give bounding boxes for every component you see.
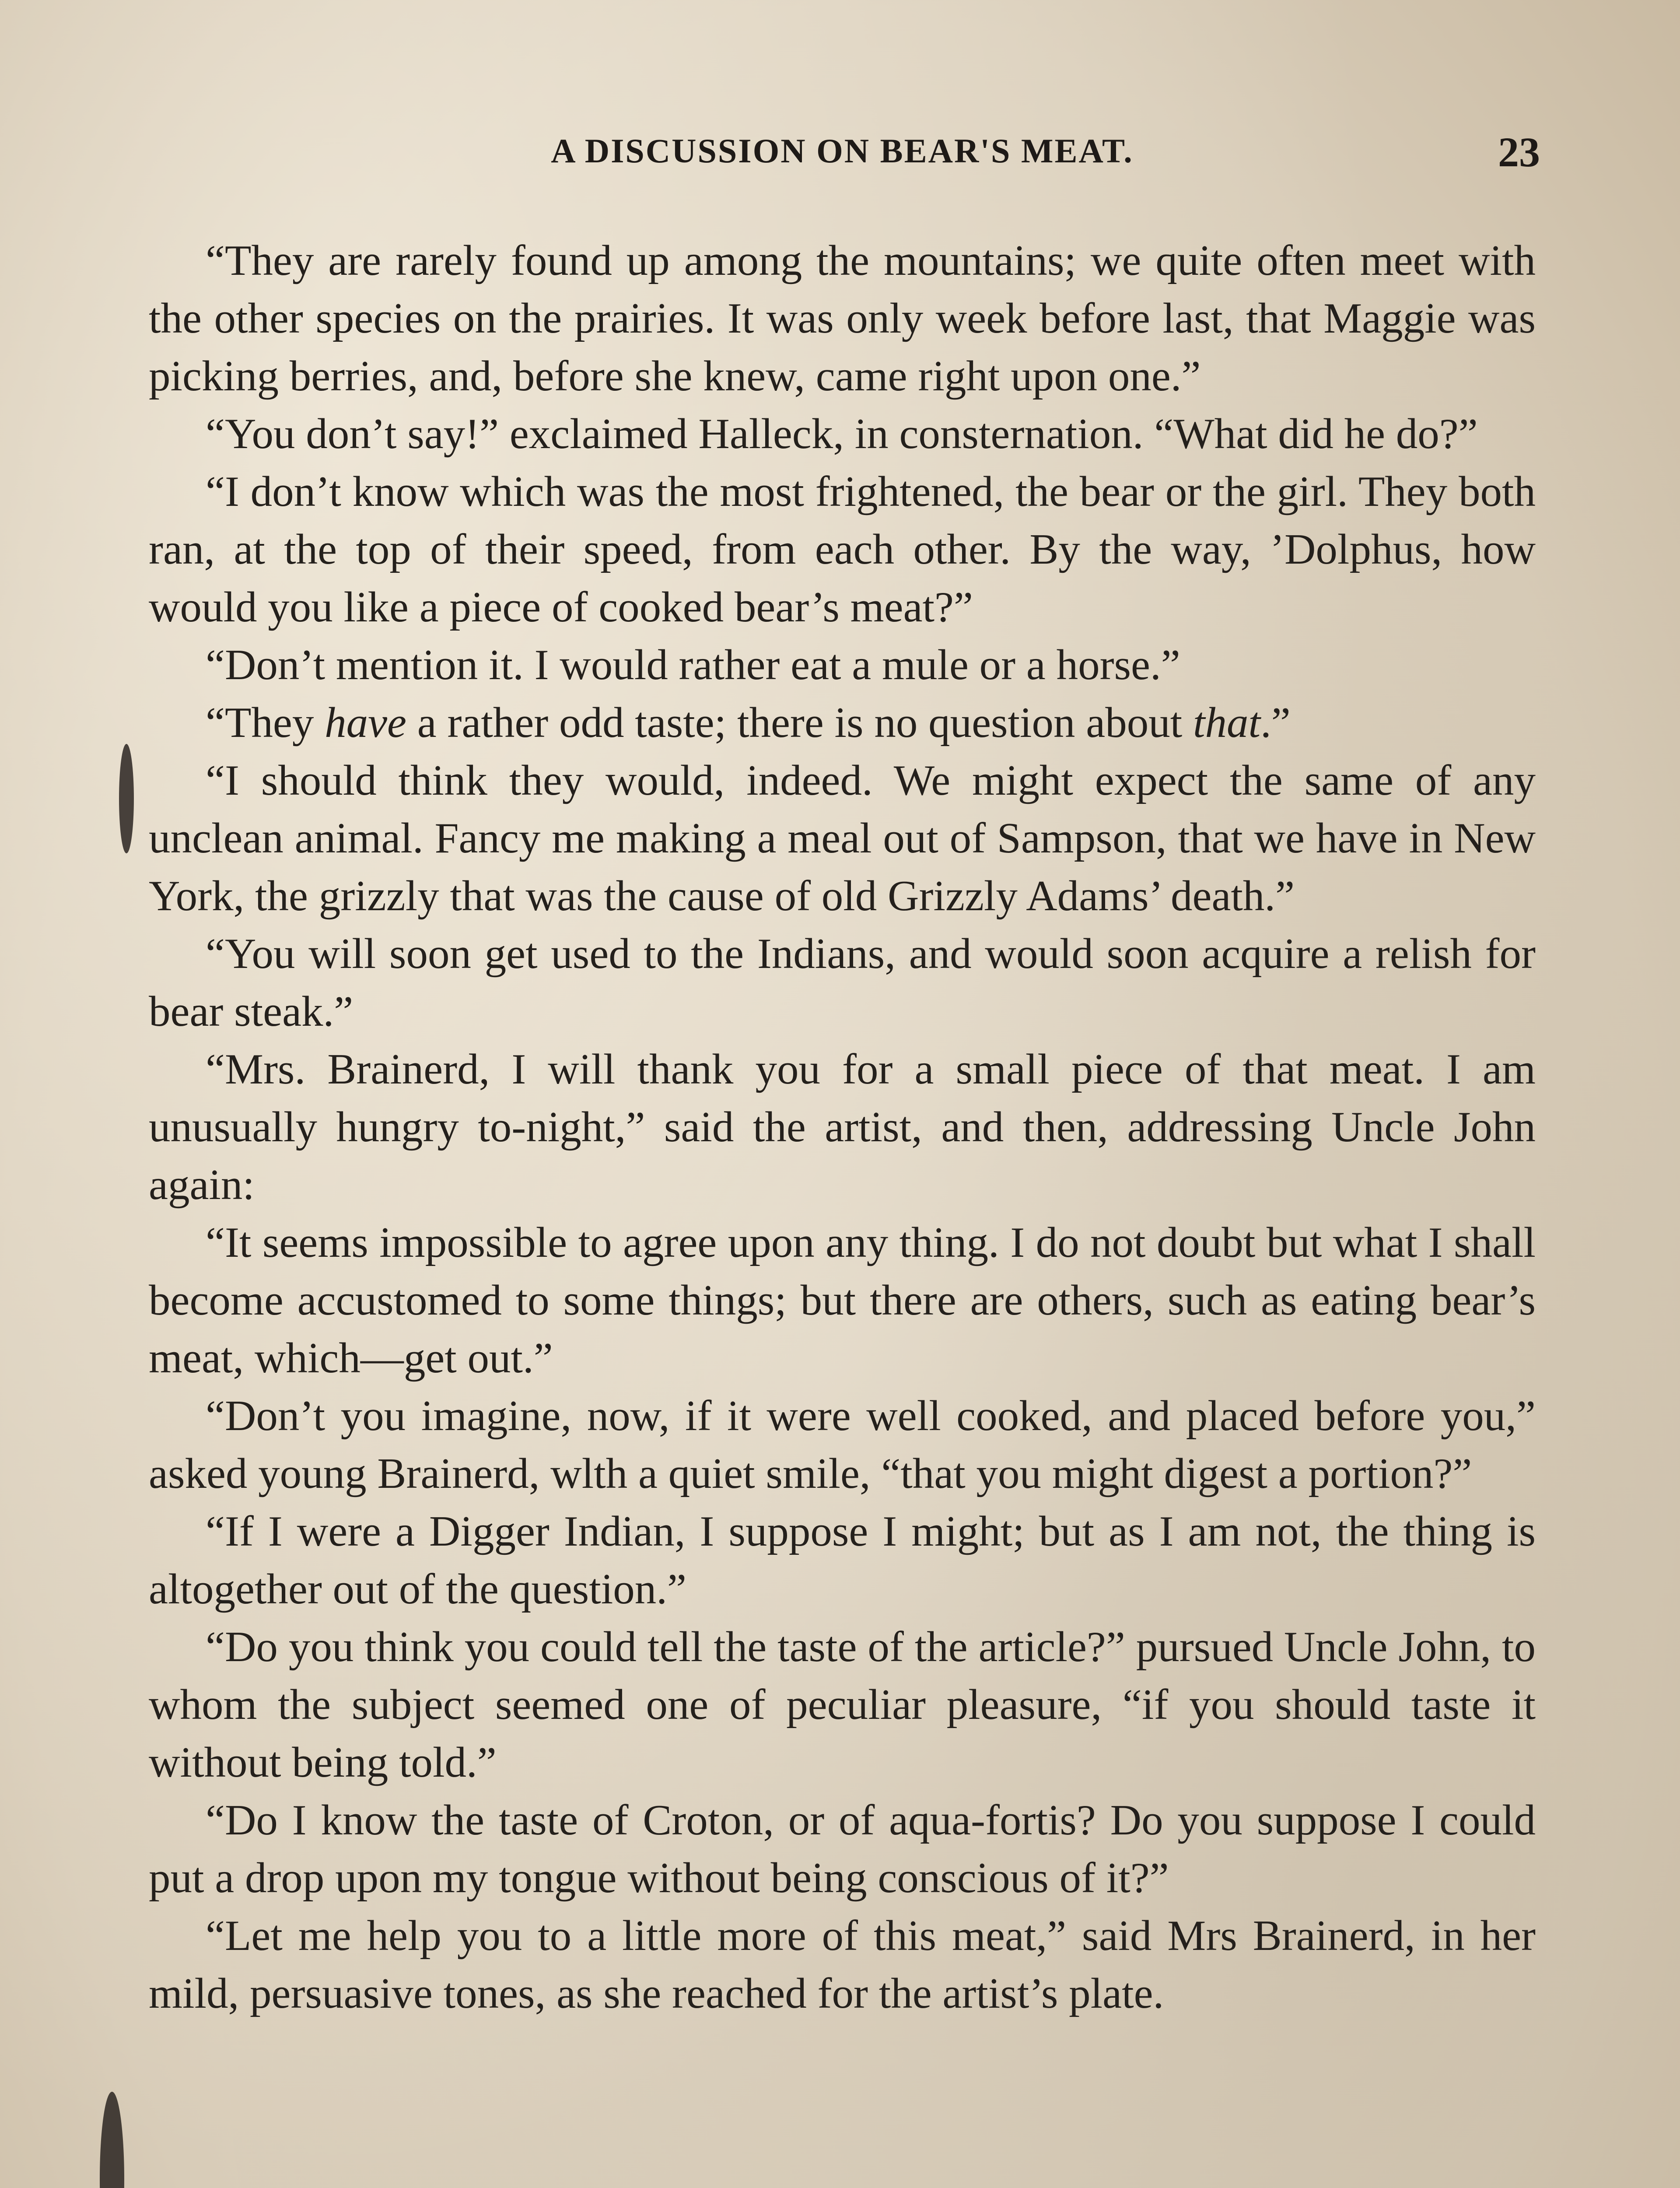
text-run: a rather odd taste; there is no question about	[406, 699, 1194, 747]
paragraph: “Do you think you could tell the taste of the article?” pursued Uncle John, to whom the subject seemed one of peculiar pleasure, “if you should taste it without being told.”	[149, 1623, 1536, 1786]
page-body-text	[149, 232, 1536, 2023]
page-number: 23	[1498, 129, 1540, 175]
paragraph: “If I were a Digger Indian, I suppose I might; but as I am not, the thing is altogether out of the question.”	[149, 1508, 1536, 1613]
paragraph	[149, 694, 1536, 752]
paragraph: “I don’t know which was the most frightened, the bear or the girl. They both ran, at the top of their speed, from each other. By the way, ’Dolphus, how would you like a piece of cooked bear’s meat?”	[149, 468, 1536, 631]
text-run: “They	[206, 699, 325, 747]
running-head: A DISCUSSION ON BEAR'S MEAT.	[551, 132, 1134, 170]
paragraph: “You will soon get used to the Indians, and would soon acquire a relish for bear steak.”	[149, 930, 1536, 1035]
paragraph: “Don’t you imagine, now, if it were well cooked, and placed before you,” asked young Brainerd, wlth a quiet smile, “that you might digest a portion?”	[149, 1392, 1536, 1497]
ink-blot-mark	[119, 744, 134, 853]
paragraph: “They are rarely found up among the mountains; we quite often meet with the other species on the prairies. It was only week before last, that Maggie was picking berries, and, before she knew, came right upon one.”	[149, 237, 1536, 400]
text-run: .”	[1260, 699, 1291, 747]
page-header	[144, 131, 1540, 184]
paragraph: “I should think they would, indeed. We might expect the same of any unclean animal. Fancy me making a meal out of Sampson, that we have in New York, the grizzly that was the cause of old Grizzly Adams’ death.”	[149, 757, 1536, 920]
paragraph: “You don’t say!” exclaimed Halleck, in consternation. “What did he do?”	[206, 410, 1478, 458]
paragraph: “Don’t mention it. I would rather eat a mule or a horse.”	[206, 641, 1180, 689]
italic-text: that	[1193, 699, 1261, 747]
ink-blot-mark	[100, 2092, 124, 2188]
paragraph: “Let me help you to a little more of this meat,” said Mrs Brainerd, in her mild, persuasive tones, as she reached for the artist’s plate.	[149, 1912, 1536, 2017]
paragraph: “Do I know the taste of Croton, or of aqua-fortis? Do you suppose I could put a drop upon my tongue without being conscious of it?”	[149, 1796, 1536, 1902]
paragraph: “It seems impossible to agree upon any thing. I do not doubt but what I shall become accustomed to some things; but there are others, such as eating bear’s meat, which—get out.”	[149, 1219, 1536, 1382]
paragraph: “Mrs. Brainerd, I will thank you for a small piece of that meat. I am unusually hungry to-night,” said the artist, and then, addressing Uncle John again:	[149, 1045, 1536, 1209]
italic-text: have	[325, 699, 406, 747]
